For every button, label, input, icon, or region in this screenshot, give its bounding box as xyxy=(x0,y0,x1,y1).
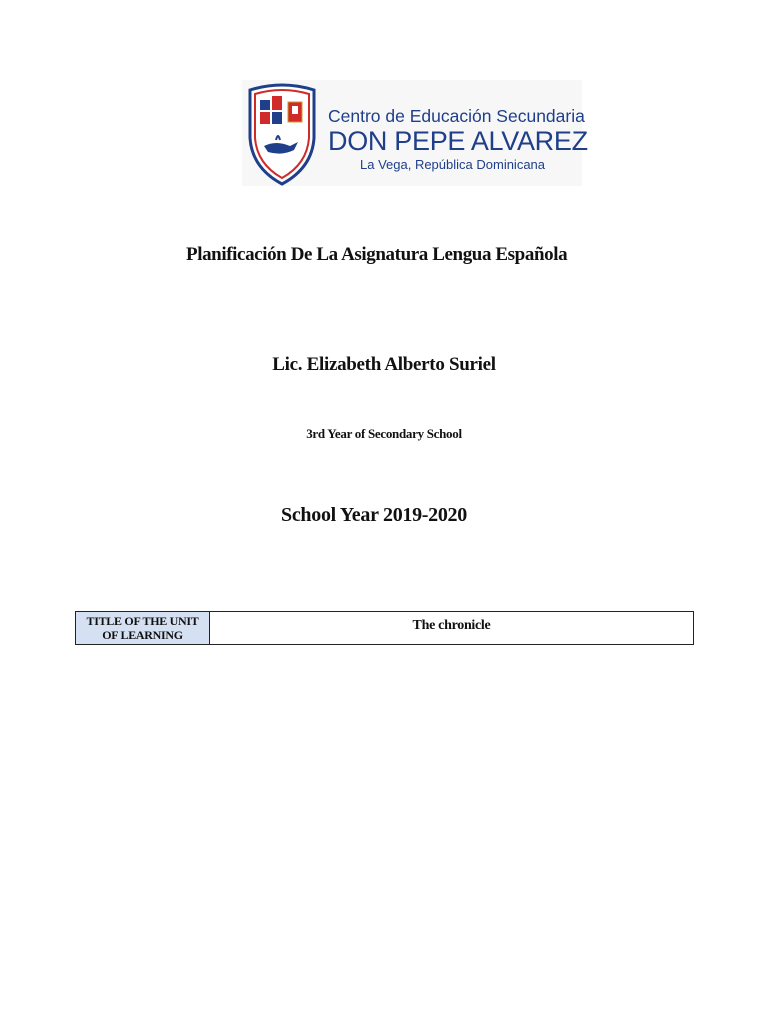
author-name: Lic. Elizabeth Alberto Suriel xyxy=(272,354,496,375)
unit-title-value: The chronicle xyxy=(412,618,491,633)
logo-school-type: Centro de Educación Secundaria xyxy=(328,106,585,126)
logo-school-name: DON PEPE ALVAREZ xyxy=(328,126,588,156)
unit-title-label: TITLE OF THE UNIT OF LEARNING xyxy=(76,612,210,644)
logo-location: La Vega, República Dominicana xyxy=(360,157,546,172)
document-title: Planificación De La Asignatura Lengua Española xyxy=(186,244,568,265)
school-year: School Year 2019-2020 xyxy=(281,504,467,526)
school-logo xyxy=(242,80,588,186)
grade-level: 3rd Year of Secondary School xyxy=(306,426,462,441)
unit-table xyxy=(75,611,694,645)
school-shield-icon xyxy=(246,82,318,186)
